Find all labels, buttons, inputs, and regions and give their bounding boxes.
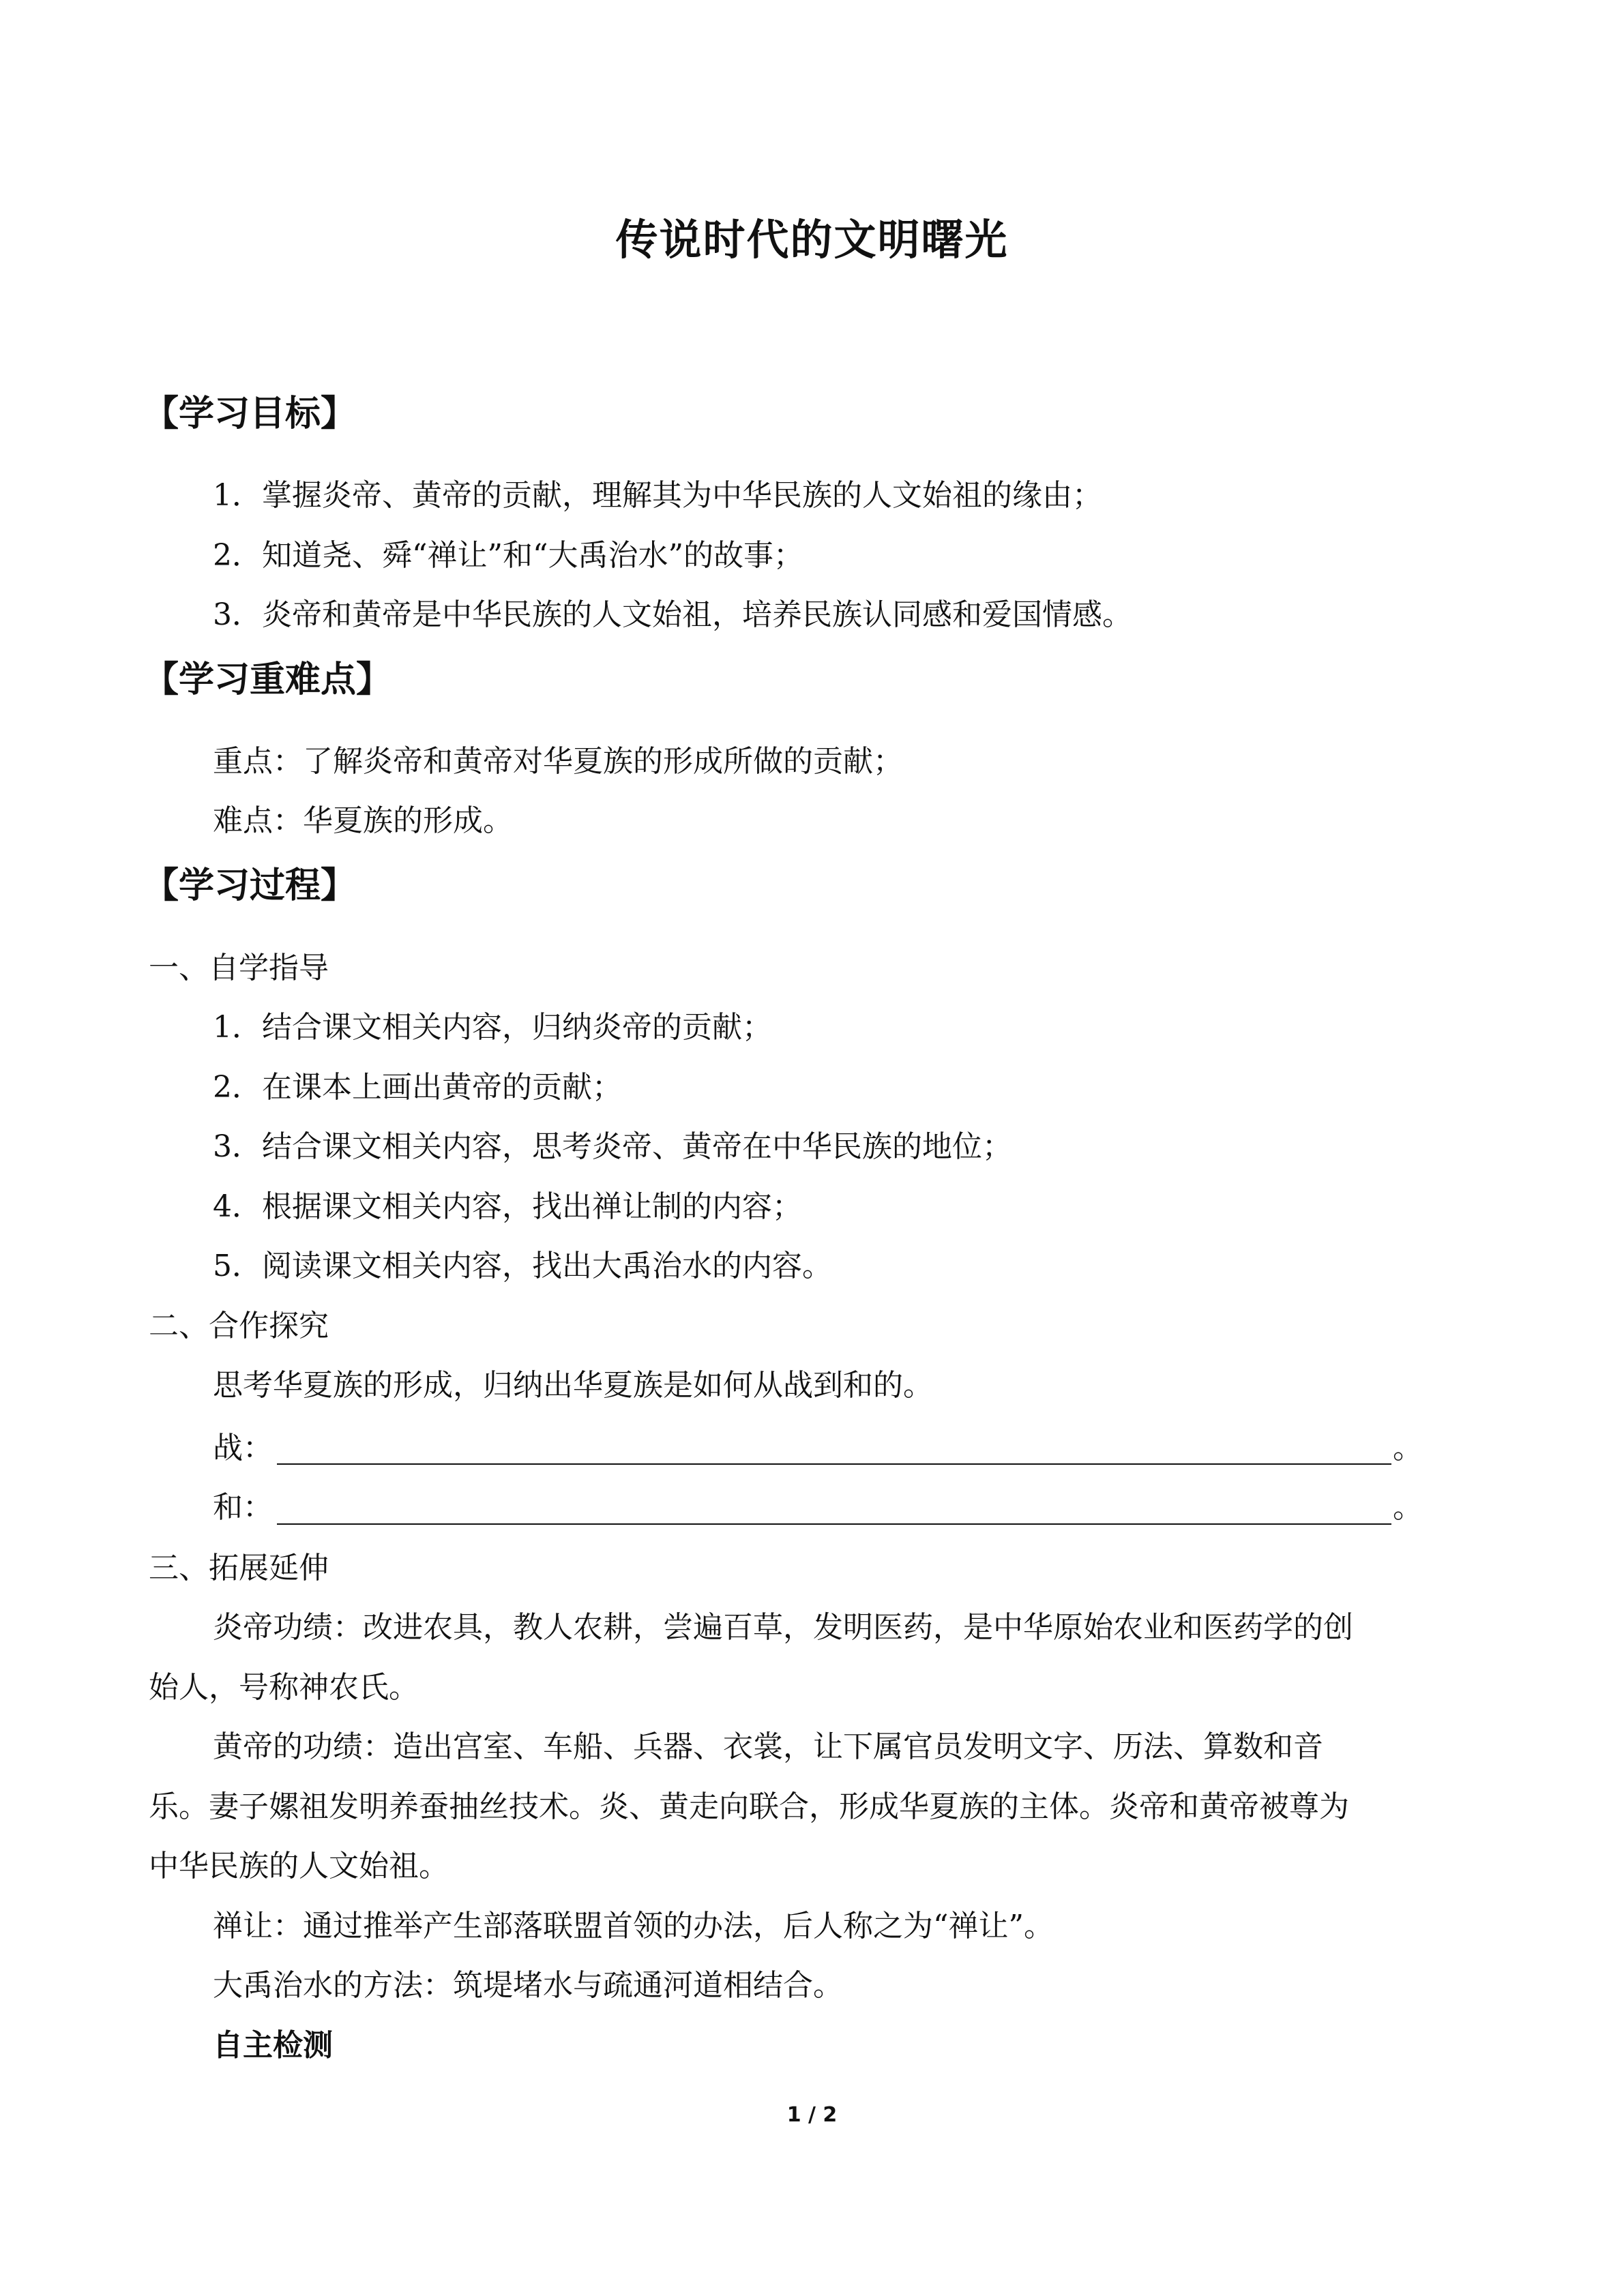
war-answer-line[interactable] (277, 1463, 1391, 1465)
subheading-self-study: 一、自学指导 (149, 951, 329, 985)
war-label: 战： (213, 1431, 273, 1465)
self-study-item-4: 4．根据课文相关内容，找出禅让制的内容； (213, 1189, 802, 1224)
key-point-focus: 重点：了解炎帝和黄帝对华夏族的形成所做的贡献； (213, 744, 903, 779)
peace-label: 和： (213, 1490, 273, 1525)
dayu-text: 大禹治水的方法：筑堤堵水与疏通河道相结合。 (213, 1968, 843, 2003)
heading-learning-process: 【学习过程】 (143, 865, 357, 906)
yandi-text-line-1: 炎帝功绩：改进农具，教人农耕，尝遍百草，发明医药，是中华原始农业和医药学的创 (213, 1610, 1353, 1645)
heading-learning-goals: 【学习目标】 (143, 393, 357, 434)
shanrang-text: 禅让：通过推举产生部落联盟首领的办法，后人称之为“禅让”。 (213, 1909, 1054, 1943)
self-study-item-5: 5．阅读课文相关内容，找出大禹治水的内容。 (213, 1249, 832, 1283)
subheading-extension: 三、拓展延伸 (149, 1551, 329, 1585)
document-title: 传说时代的文明曙光 (615, 215, 1009, 265)
peace-period: 。 (1393, 1490, 1423, 1525)
page-number: 1 / 2 (786, 2103, 838, 2127)
self-study-item-1: 1．结合课文相关内容，归纳炎帝的贡献； (213, 1010, 772, 1045)
self-check-heading: 自主检测 (213, 2028, 333, 2063)
self-study-item-3: 3．结合课文相关内容，思考炎帝、黄帝在中华民族的地位； (213, 1129, 1012, 1164)
goal-item-1: 1．掌握炎帝、黄帝的贡献，理解其为中华民族的人文始祖的缘由； (213, 478, 1102, 513)
peace-answer-line[interactable] (277, 1523, 1391, 1525)
war-period: 。 (1393, 1431, 1423, 1465)
huangdi-text-line-3: 中华民族的人文始祖。 (149, 1849, 449, 1883)
subheading-cooperation: 二、合作探究 (149, 1309, 329, 1343)
heading-key-points: 【学习重难点】 (143, 659, 392, 700)
huangdi-text-line-2: 乐。妻子嫘祖发明养蚕抽丝技术。炎、黄走向联合，形成华夏族的主体。炎帝和黄帝被尊为 (149, 1789, 1349, 1824)
key-point-difficulty: 难点：华夏族的形成。 (213, 803, 513, 838)
self-study-item-2: 2．在课本上画出黄帝的贡献； (213, 1070, 622, 1105)
cooperation-prompt: 思考华夏族的形成，归纳出华夏族是如何从战到和的。 (213, 1368, 933, 1403)
huangdi-text-line-1: 黄帝的功绩：造出宫室、车船、兵器、衣裳，让下属官员发明文字、历法、算数和音 (213, 1729, 1323, 1764)
yandi-text-line-2: 始人，号称神农氏。 (149, 1670, 419, 1705)
goal-item-3: 3．炎帝和黄帝是中华民族的人文始祖，培养民族认同感和爱国情感。 (213, 597, 1132, 632)
goal-item-2: 2．知道尧、舜“禅让”和“大禹治水”的故事； (213, 538, 803, 573)
